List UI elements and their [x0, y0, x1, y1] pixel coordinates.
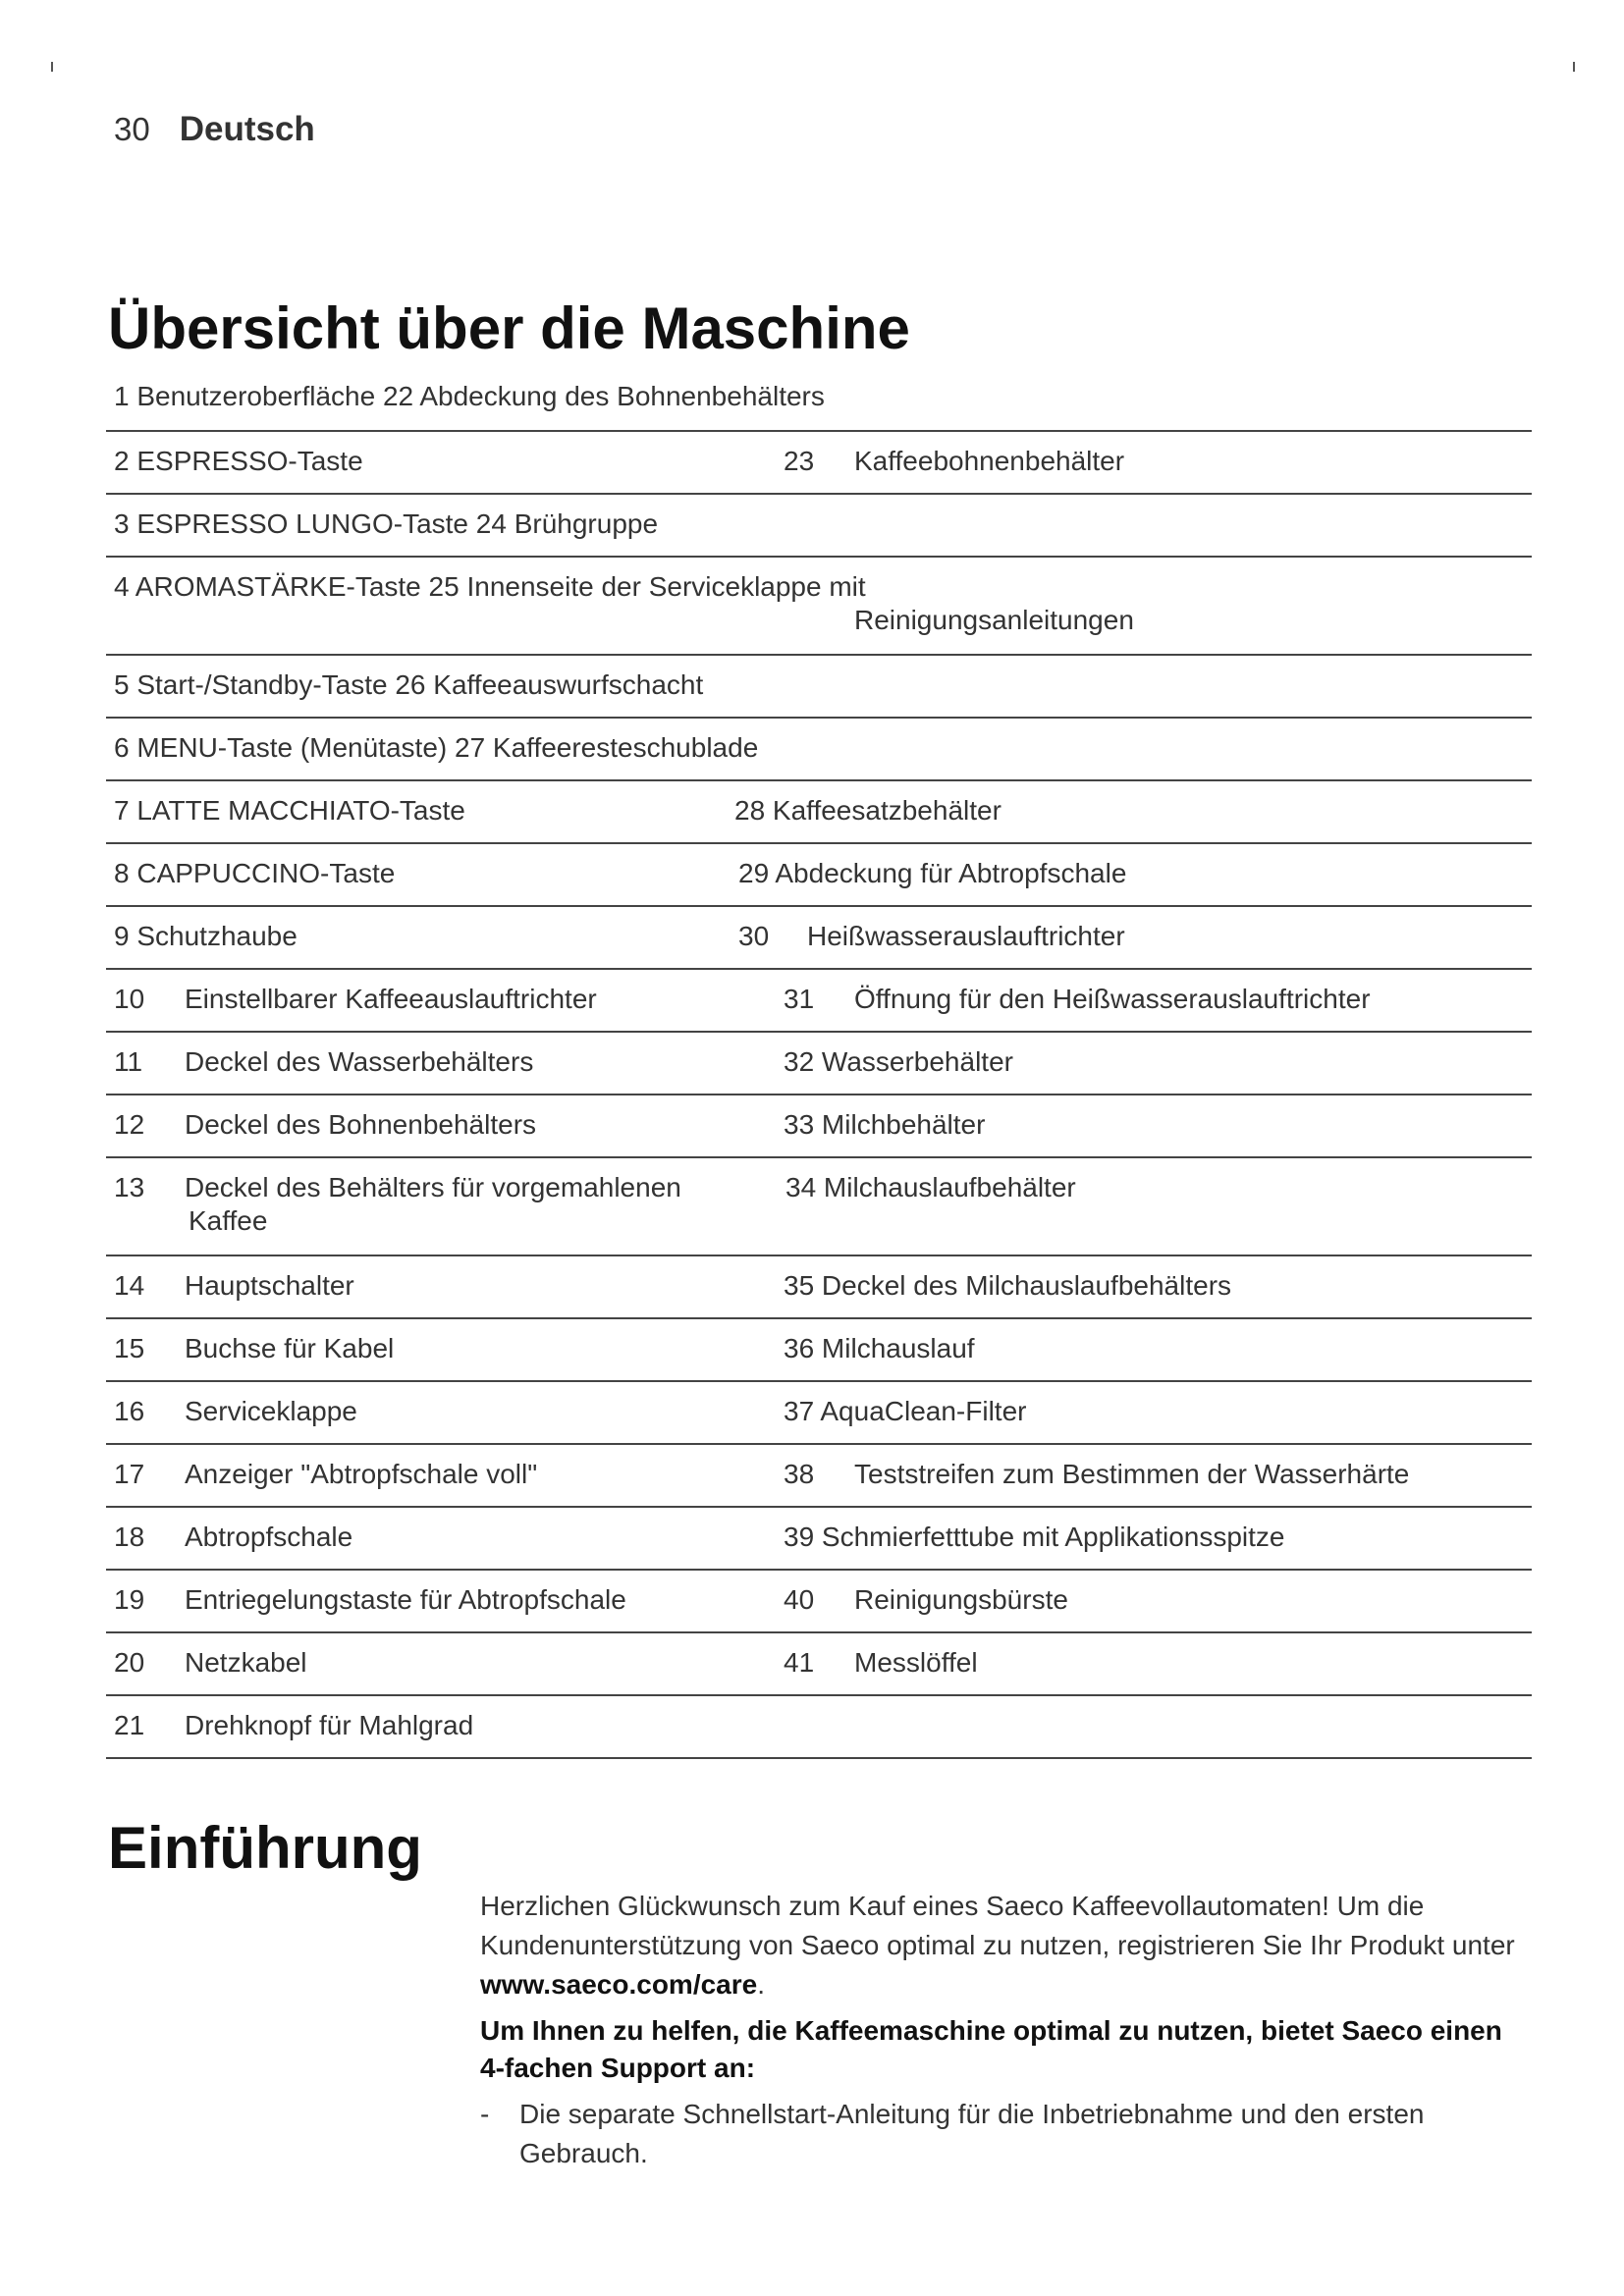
- table-row: [106, 495, 1532, 558]
- part-left-num: 11: [114, 1046, 143, 1077]
- crop-mark-left: [51, 62, 53, 72]
- part-left: Entriegelungstaste für Abtropfschale: [185, 1584, 626, 1615]
- part-left-num: 16: [114, 1396, 145, 1426]
- part-right: Öffnung für den Heißwasserauslauftrichter: [854, 984, 1371, 1014]
- table-row: [106, 907, 1532, 970]
- part-left-continuation: Reinigungsanleitungen: [854, 605, 1134, 635]
- table-row: [106, 656, 1532, 719]
- part-right: Heißwasserauslauftrichter: [807, 921, 1125, 951]
- saeco-care-link[interactable]: www.saeco.com/care: [480, 1969, 758, 2000]
- overview-title: Übersicht über die Maschine: [108, 295, 910, 361]
- table-row: [106, 1382, 1532, 1445]
- part-left-num: 13: [114, 1172, 145, 1202]
- part-right: Kaffeebohnenbehälter: [854, 446, 1125, 476]
- part-left-num: 20: [114, 1647, 145, 1678]
- part-left-num: 12: [114, 1109, 145, 1140]
- part-right: Teststreifen zum Bestimmen der Wasserhärte: [854, 1459, 1410, 1489]
- part-right-num: 23: [784, 446, 815, 476]
- table-row: [106, 1445, 1532, 1508]
- part-right-num: 40: [784, 1584, 815, 1615]
- intro-paragraph-text: Herzlichen Glückwunsch zum Kauf eines Saeco Kaffeevollautomaten! Um die Kundenunterstützung von Saeco optimal zu nutzen, registrieren Sie Ihr Produkt unter: [480, 1891, 1515, 1960]
- part-left: 9 Schutzhaube: [114, 921, 298, 951]
- part-left: 4 AROMASTÄRKE-Taste 25 Innenseite der Serviceklappe mit: [114, 571, 866, 602]
- part-right: 36 Milchauslauf: [784, 1333, 975, 1363]
- part-left-num: 21: [114, 1710, 145, 1740]
- table-row: [106, 1508, 1532, 1571]
- table-row: [106, 1319, 1532, 1382]
- part-right: 34 Milchauslaufbehälter: [785, 1172, 1076, 1202]
- part-right: 39 Schmierfetttube mit Applikationsspitze: [784, 1522, 1285, 1552]
- table-row: [106, 1696, 1532, 1759]
- overview-subtitle: 1 Benutzeroberfläche 22 Abdeckung des Bohnenbehälters: [114, 381, 825, 411]
- part-left-num: 14: [114, 1270, 145, 1301]
- part-left-num: 18: [114, 1522, 145, 1552]
- part-left: 6 MENU-Taste (Menütaste) 27 Kaffeeresteschublade: [114, 732, 759, 763]
- table-row: [106, 1571, 1532, 1633]
- table-row: [106, 719, 1532, 781]
- part-left: Abtropfschale: [185, 1522, 353, 1552]
- part-left-num: 19: [114, 1584, 145, 1615]
- page-language: Deutsch: [179, 110, 315, 148]
- part-left: 3 ESPRESSO LUNGO-Taste 24 Brühgruppe: [114, 508, 659, 539]
- table-row: [106, 1095, 1532, 1158]
- part-left: Anzeiger "Abtropfschale voll": [185, 1459, 538, 1489]
- part-left: Serviceklappe: [185, 1396, 357, 1426]
- list-item-text: Die separate Schnellstart-Anleitung für die Inbetriebnahme und den ersten Gebrauch.: [519, 2099, 1425, 2168]
- part-right-num: 41: [784, 1647, 815, 1678]
- part-left: 8 CAPPUCCINO-Taste: [114, 858, 396, 888]
- table-row: [106, 1158, 1532, 1256]
- part-right: Messlöffel: [854, 1647, 978, 1678]
- crop-mark-right: [1573, 62, 1575, 72]
- part-right: 33 Milchbehälter: [784, 1109, 986, 1140]
- table-row: [106, 844, 1532, 907]
- part-left: 5 Start-/Standby-Taste 26 Kaffeeauswurfschacht: [114, 669, 704, 700]
- part-right: 35 Deckel des Milchauslaufbehälters: [784, 1270, 1232, 1301]
- list-dash: -: [480, 2099, 490, 2129]
- part-left: Deckel des Wasserbehälters: [185, 1046, 534, 1077]
- part-left-num: 17: [114, 1459, 145, 1489]
- part-left: Drehknopf für Mahlgrad: [185, 1710, 474, 1740]
- part-left: 2 ESPRESSO-Taste: [114, 446, 363, 476]
- part-right-num: 38: [784, 1459, 815, 1489]
- part-left-num: 15: [114, 1333, 145, 1363]
- page-number: 30: [114, 111, 150, 147]
- part-right: 29 Abdeckung für Abtropfschale: [738, 858, 1127, 888]
- table-row: [106, 970, 1532, 1033]
- part-right: 28 Kaffeesatzbehälter: [734, 795, 1001, 826]
- part-right: 37 AquaClean-Filter: [784, 1396, 1027, 1426]
- part-left: Buchse für Kabel: [185, 1333, 395, 1363]
- part-left: 7 LATTE MACCHIATO-Taste: [114, 795, 465, 826]
- part-left-num: 10: [114, 984, 145, 1014]
- part-left: Deckel des Behälters für vorgemahlenen: [185, 1172, 681, 1202]
- part-left: Einstellbarer Kaffeeauslauftrichter: [185, 984, 597, 1014]
- part-left: Deckel des Bohnenbehälters: [185, 1109, 537, 1140]
- intro-paragraph-end: .: [757, 1969, 765, 2000]
- table-row: [106, 1033, 1532, 1095]
- table-row: [106, 432, 1532, 495]
- table-row: [106, 781, 1532, 844]
- page-header: [114, 110, 315, 149]
- part-right: 32 Wasserbehälter: [784, 1046, 1013, 1077]
- part-right-num: 30: [738, 921, 770, 951]
- support-list: [480, 2095, 1521, 2173]
- part-right-num: 31: [784, 984, 815, 1014]
- table-row: [106, 1256, 1532, 1319]
- support-lead: Um Ihnen zu helfen, die Kaffeemaschine optimal zu nutzen, bietet Saeco einen 4-fachen Support an:: [480, 2015, 1502, 2083]
- table-row: [106, 1633, 1532, 1696]
- part-left: Hauptschalter: [185, 1270, 354, 1301]
- part-left-continuation: Kaffee: [189, 1205, 268, 1236]
- intro-title: Einführung: [108, 1815, 422, 1881]
- part-right: Reinigungsbürste: [854, 1584, 1068, 1615]
- parts-table: [106, 430, 1532, 1759]
- list-item: [480, 2095, 1521, 2173]
- part-left: Netzkabel: [185, 1647, 307, 1678]
- table-row: [106, 558, 1532, 656]
- intro-body: [480, 1887, 1521, 2173]
- intro-paragraph: [480, 1887, 1521, 2004]
